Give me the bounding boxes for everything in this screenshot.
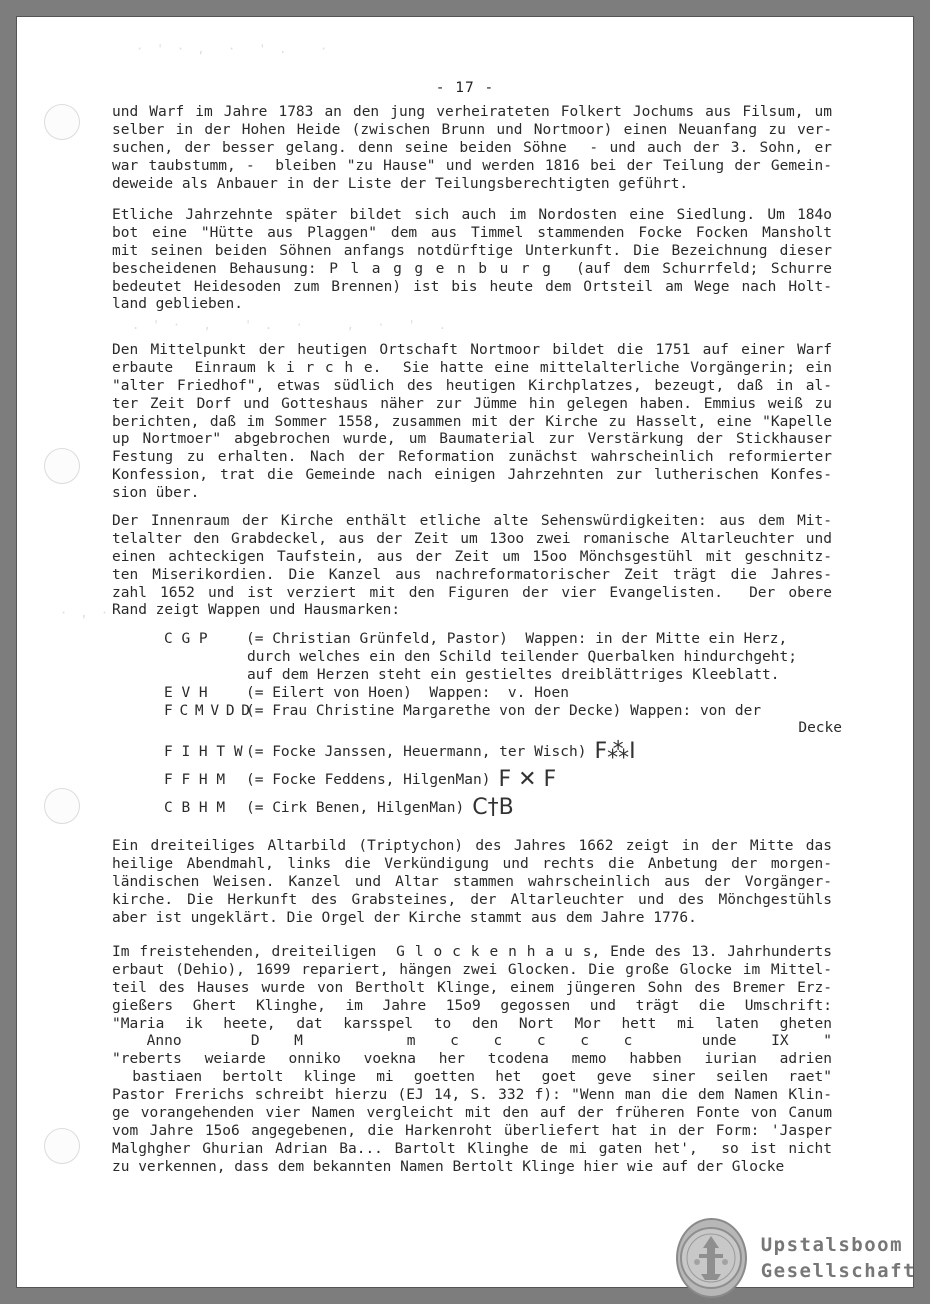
text-line: deweide als Anbauer in der Liste der Teilungsberechtigten geführt. xyxy=(112,175,689,192)
text-line: sion über. xyxy=(112,485,200,502)
text-line: berichten, daß im Sommer 1558, zusammen mit der Kirche zu Hasselt, eine "Kapelle xyxy=(112,413,832,430)
text-line: selber in der Hohen Heide (zwischen Brunn und Nortmoor) einen Neuanfang zu ver- xyxy=(112,121,832,138)
heraldry-code: F C M V D D xyxy=(164,702,250,719)
heraldry-fcmvdd-continuation xyxy=(112,720,842,738)
logo-text xyxy=(761,1232,916,1284)
text-line: erbaut (Dehio), 1699 repariert, hängen zwei Glocken. Die große Glocke im Mittel- xyxy=(112,961,832,978)
house-mark-row xyxy=(112,766,832,794)
paragraph-4 xyxy=(112,513,832,620)
text-line: ländischen Weisen. Kanzel und Altar stammen wahrscheinlich aus der Vorgänger- xyxy=(112,873,832,890)
text-line: land geblieben. xyxy=(112,296,243,313)
heraldry-evh xyxy=(112,685,832,703)
text-line: und Warf im Jahre 1783 an den jung verheirateten Folkert Jochums aus Filsum, um xyxy=(112,104,832,120)
text-line: aber ist ungeklärt. Die Orgel der Kirche stammt aus dem Jahre 1776. xyxy=(112,909,697,926)
house-mark-row xyxy=(112,794,832,822)
text-line: "reberts weiarde onniko voekna her tcodena memo habben iurian adrien xyxy=(112,1051,832,1068)
text-line: ter Zeit Dorf und Gotteshaus näher zur Jümme hin gelegen haben. Emmius weiß zu xyxy=(112,395,832,412)
text-line: war taubstumm, - bleiben "zu Hause" und werden 1816 bei der Teilung der Gemein- xyxy=(112,157,832,174)
scan-noise: . ' · , ' . · , · ' . xyxy=(132,318,449,332)
punch-hole xyxy=(44,104,80,140)
text-line: Etliche Jahrzehnte später bildet sich auch im Nordosten eine Siedlung. Um 184o xyxy=(112,207,832,223)
text-line: ten Miserikordien. Die Kanzel aus nachreformatorischer Zeit trägt die Jahres- xyxy=(112,566,832,583)
paragraph-2 xyxy=(112,207,832,314)
text-line: Pastor Frerichs schreibt hierzu (EJ 14, S. 332 f): "Wenn man die dem Namen Klin- xyxy=(112,1087,832,1104)
text-line: erbaute Einraum k i r c h e. Sie hatte eine mittelalterliche Vorgängerin; ein xyxy=(112,359,832,376)
text-line: "Maria ik heete, dat karsspel to den Nort Mor hett mi laten gheten xyxy=(112,1015,832,1032)
text-line: Den Mittelpunkt der heutigen Ortschaft Nortmoor bildet die 1751 auf einer Warf xyxy=(112,342,832,358)
punch-hole xyxy=(44,788,80,824)
logo-line-2: Gesellschaft xyxy=(760,1260,916,1282)
punch-hole xyxy=(44,448,80,484)
text-line: kirche. Die Herkunft des Grabsteines, der Altarleuchter und des Mönchgestühls xyxy=(112,891,832,908)
scan-noise: · , · xyxy=(60,606,112,620)
text-line: teil des Hauses wurde von Bertholt Klinge, einem jüngeren Sohn des Bremer Erz- xyxy=(112,979,832,996)
society-logo xyxy=(676,1218,916,1298)
text-line: bastiaen bertolt klinge mi goetten het goet geve siner seilen raet" xyxy=(112,1069,832,1086)
heraldry-text: (= Eilert von Hoen) Wappen: v. Hoen xyxy=(246,684,570,701)
heraldry-text: (= Christian Grünfeld, Pastor) Wappen: in der Mitte ein Herz, xyxy=(246,631,788,647)
heraldry-text: auf dem Herzen steht ein gestieltes dreiblättriges Kleeblatt. xyxy=(247,666,780,683)
text-line: einen achteckigen Taufstein, aus der Zeit um 15oo Mönchsgestühl mit geschnitz- xyxy=(112,548,832,565)
heraldry-list xyxy=(112,631,842,822)
seal-icon xyxy=(676,1218,747,1298)
text-line: Festung zu erhalten. Nach der Reformation zunächst wahrscheinlich reformierter xyxy=(112,449,832,466)
house-marks xyxy=(112,738,832,822)
text-line: Im freistehenden, dreiteiligen G l o c k e n h a u s, Ende des 13. Jahrhunderts xyxy=(112,944,832,960)
text-line: bescheidenen Behausung: P l a g g e n b u r g (auf dem Schurrfeld; Schurre xyxy=(112,260,832,277)
heraldry-text: (= Focke Janssen, Heuermann, ter Wisch) xyxy=(246,744,587,761)
text-line: Konfession, trat die Gemeinde nach einigen Jahrzehnten zur lutherischen Konfes- xyxy=(112,467,832,484)
heraldry-cgp-line xyxy=(112,649,832,667)
text-line: Malghgher Ghurian Adrian Ba... Bartolt Klinghe de mi gaten het', so ist nicht xyxy=(112,1140,832,1157)
text-line: up Nortmoer" abgebrochen wurde, um Baumaterial zur Verstärkung der Stickhauser xyxy=(112,431,832,448)
house-mark-row xyxy=(112,738,832,766)
text-line: heilige Abendmahl, links die Verkündigung und rechts die Anbetung der morgen- xyxy=(112,855,832,872)
page-number: - 17 - xyxy=(435,80,495,96)
text-line: Anno D M m c c c c c unde IX " xyxy=(112,1033,832,1050)
text-line: zahl 1652 und ist verziert mit den Figuren der vier Evangelisten. Der obere xyxy=(112,584,832,601)
heraldry-text: durch welches ein den Schild teilender Querbalken hindurchgeht; xyxy=(247,648,797,665)
heraldry-text: Decke xyxy=(798,720,842,737)
heraldry-text: (= Focke Feddens, HilgenMan) xyxy=(246,772,491,789)
paragraph-3 xyxy=(112,342,832,503)
text-line: mit seinen beiden Söhnen anfangs notdürftige Unterkunft. Die Bezeichnung dieser xyxy=(112,242,832,259)
text-line: ge vorangehenden vier Namen vergleicht mit den auf der früheren Fonte von Canum xyxy=(112,1105,832,1122)
heraldry-code: C G P xyxy=(164,631,208,647)
heraldry-code: C B H M xyxy=(164,800,226,817)
heraldry-code: F I H T W xyxy=(164,744,243,761)
text-line: zu verkennen, dass dem bekannten Namen Bertolt Klinge hier wie auf der Glocke xyxy=(112,1158,785,1175)
heraldry-text: (= Cirk Benen, HilgenMan) xyxy=(246,800,465,817)
text-line: vom Jahre 15o6 angegebenen, die Harkenroht überliefert hat in der Form: 'Jasper xyxy=(112,1122,832,1139)
heraldry-code: E V H xyxy=(164,684,208,701)
text-line: suchen, der besser gelang. denn seine beiden Söhne - und auch der 3. Sohn, er xyxy=(112,139,832,156)
scan-noise: · ' · , · ' . · xyxy=(136,42,331,56)
heraldry-fcmvdd xyxy=(112,703,832,721)
heraldry-cgp xyxy=(112,631,832,649)
heraldry-text: (= Frau Christine Margarethe von der Decke) Wappen: von der xyxy=(246,702,762,719)
heraldry-code: F F H M xyxy=(164,772,226,789)
document-page xyxy=(16,16,914,1288)
text-line: gießers Ghert Klinghe, im Jahre 15o9 gegossen und trägt die Umschrift: xyxy=(112,997,832,1014)
text-line: Rand zeigt Wappen und Hausmarken: xyxy=(112,602,401,619)
text-line: bot eine "Hütte aus Plaggen" dem aus Timmel stammenden Focke Focken Mansholt xyxy=(112,224,832,241)
house-mark-icon: F ✕ F xyxy=(498,767,557,793)
logo-line-1: Upstalsboom xyxy=(760,1234,904,1256)
text-line: "alter Friedhof", etwas südlich des heutigen Kirchplatzes, bezeugt, daß in al- xyxy=(112,377,832,394)
punch-hole xyxy=(44,1128,80,1164)
heraldry-cgp-line xyxy=(112,667,832,685)
text-line: Der Innenraum der Kirche enthält etliche alte Sehenswürdigkeiten: aus dem Mit- xyxy=(112,513,832,529)
paragraph-1 xyxy=(112,104,832,193)
text-line: telalter den Grabdeckel, aus der Zeit um 13oo zwei romanische Altarleuchter und xyxy=(112,530,832,547)
text-line: bedeutet Heidesoden zum Brennen) ist bis heute dem Ortsteil am Wege nach Holt- xyxy=(112,278,832,295)
house-mark-icon: C†B xyxy=(472,795,514,821)
text-line: Ein dreiteiliges Altarbild (Triptychon) des Jahres 1662 zeigt in der Mitte das xyxy=(112,838,832,854)
house-mark-icon: F⁂I xyxy=(594,739,636,765)
paragraph-6 xyxy=(112,944,832,1177)
paragraph-5 xyxy=(112,838,832,927)
